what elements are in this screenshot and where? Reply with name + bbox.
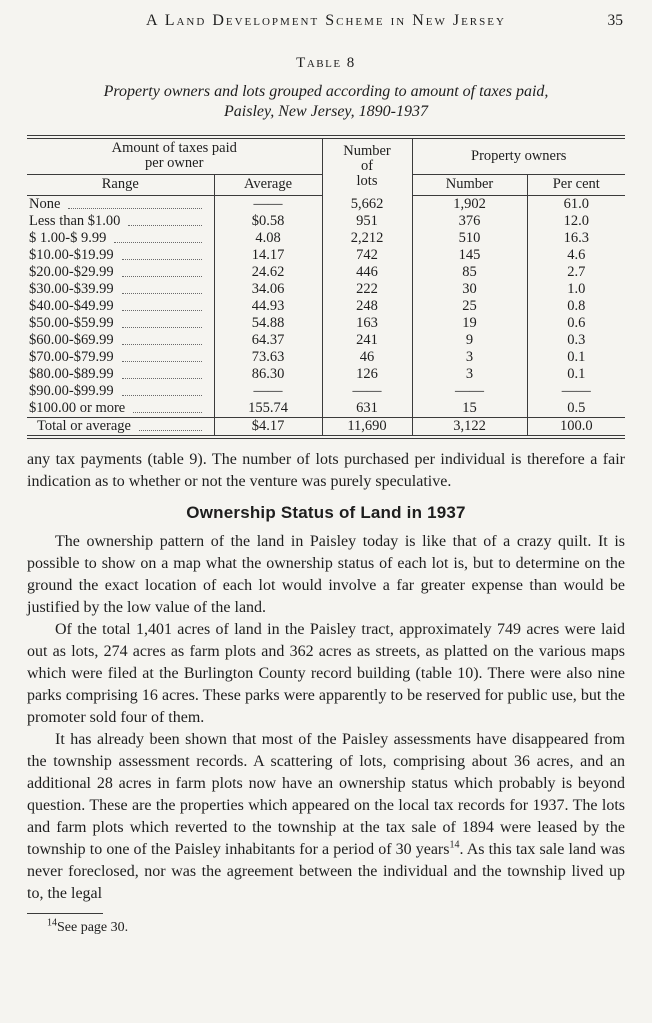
total-average-cell: $4.17 <box>214 418 322 438</box>
average-cell: 86.30 <box>214 366 322 383</box>
owners-number-cell: 25 <box>462 298 477 315</box>
dotted-leader <box>122 310 202 311</box>
dotted-leader <box>122 395 202 396</box>
owners-percent-cell: 0.1 <box>527 349 625 366</box>
owners-number-cell: —— <box>455 383 484 400</box>
owners-percent-cell: 4.6 <box>527 247 625 264</box>
owners-number-cell: 145 <box>458 247 481 264</box>
lots-cell: 2,212 <box>322 230 412 247</box>
range-cell <box>27 281 214 298</box>
table-row <box>27 196 625 214</box>
table-total-row <box>27 418 625 438</box>
owners-percent-cell: 0.6 <box>527 315 625 332</box>
owners-number-cell: 3 <box>465 349 474 366</box>
owners-percent-cell: 16.3 <box>527 230 625 247</box>
owners-number-cell: 1,902 <box>453 196 486 213</box>
average-cell: 73.63 <box>214 349 322 366</box>
owners-number-cell: 15 <box>462 400 477 417</box>
footnote <box>27 913 625 937</box>
header-group-taxes-line1: Amount of taxes paid <box>111 140 237 156</box>
header-owners-number: Number <box>412 175 527 196</box>
owners-percent-cell: —— <box>527 383 625 400</box>
average-cell: 14.17 <box>214 247 322 264</box>
paragraph-assessments-text: It has already been shown that most of the Paisley assessments have disappeared from the township assessment records. A scattering of lots, comprising about 36 acres, and an additional 28 acres in farm plots now have an ownership status which probably is beyond question. These are the properties which appeared on the local tax records for 1937. The lots and farm plots which reverted to the township at the tax sale of 1894 were leased by the township to one of the Paisley inhabitants for a period of 30 years <box>27 731 625 858</box>
dotted-leader <box>122 327 202 328</box>
table-caption-line2: Paisley, New Jersey, 1890-1937 <box>224 103 428 120</box>
dotted-leader <box>128 225 201 226</box>
header-lots-line2: of <box>360 158 374 175</box>
table-row <box>27 298 625 315</box>
owners-number-cell: 3 <box>465 366 474 383</box>
lots-cell: 5,662 <box>322 196 412 214</box>
owners-number-cell: 19 <box>462 315 477 332</box>
owners-percent-cell: 0.8 <box>527 298 625 315</box>
table-row <box>27 332 625 349</box>
dotted-leader <box>122 293 202 294</box>
range-cell <box>27 400 214 417</box>
footnote-marker: 14 <box>449 839 460 851</box>
lots-cell: 742 <box>322 247 412 264</box>
dotted-leader <box>122 259 202 260</box>
range-cell <box>27 366 214 383</box>
header-average: Average <box>214 175 322 196</box>
average-cell: 155.74 <box>214 400 322 418</box>
owners-number-cell: 9 <box>465 332 474 349</box>
range-label: $60.00-$69.99 <box>29 332 114 349</box>
table-row <box>27 213 625 230</box>
lots-cell: 163 <box>322 315 412 332</box>
table-row <box>27 230 625 247</box>
table-row <box>27 247 625 264</box>
table-header-group-row <box>27 137 625 175</box>
range-cell <box>27 315 214 332</box>
range-cell <box>27 247 214 264</box>
range-cell <box>27 418 214 435</box>
total-label: Total or average <box>37 418 131 435</box>
lots-cell: 241 <box>322 332 412 349</box>
range-cell <box>27 264 214 281</box>
owners-number-cell: 30 <box>462 281 477 298</box>
paragraph-assessments <box>27 729 625 905</box>
range-cell <box>27 213 214 230</box>
lots-cell: 248 <box>322 298 412 315</box>
dotted-leader <box>122 378 202 379</box>
body-text <box>27 449 625 905</box>
range-cell <box>27 349 214 366</box>
average-cell: —— <box>214 196 322 214</box>
header-group-owners: Property owners <box>412 137 625 175</box>
range-label: $90.00-$99.99 <box>29 383 114 400</box>
total-owners-percent-cell: 100.0 <box>527 418 625 438</box>
lots-cell: 46 <box>322 349 412 366</box>
header-group-taxes-line2: per owner <box>145 155 204 171</box>
header-owners-percent: Per cent <box>527 175 625 196</box>
range-label: Less than $1.00 <box>29 213 121 230</box>
range-label: $70.00-$79.99 <box>29 349 114 366</box>
total-lots-cell: 11,690 <box>322 418 412 438</box>
footnote-rule <box>27 913 103 914</box>
range-label: $80.00-$89.99 <box>29 366 114 383</box>
owners-percent-cell: 0.1 <box>527 366 625 383</box>
running-head <box>27 12 625 30</box>
average-cell: 34.06 <box>214 281 322 298</box>
table-title: Table 8 <box>296 55 356 71</box>
dotted-leader <box>68 208 201 209</box>
range-cell <box>27 196 214 213</box>
average-cell: $0.58 <box>214 213 322 230</box>
range-label: $ 1.00-$ 9.99 <box>29 230 107 247</box>
table-row <box>27 349 625 366</box>
paragraph-continuation: any tax payments (table 9). The number of lots purchased per individual is therefore a fair indication as to whether or not the venture was purely speculative. <box>27 451 625 490</box>
running-head-title: A Land Development Scheme in New Jersey <box>146 12 506 29</box>
footnote-number: 14 <box>47 917 57 929</box>
paragraph-acreage: Of the total 1,401 acres of land in the Paisley tract, approximately 749 acres were laid out as lots, 274 acres as farm plots and 362 acres as streets, as platted on the various maps which were filed at the Burlington County record building (table 10). There were also nine parks comprising 16 acres. These parks were apparently to be reserved for public use, but the promoter sold four of them. <box>27 621 625 726</box>
range-label: $10.00-$19.99 <box>29 247 114 264</box>
owners-percent-cell: 0.3 <box>527 332 625 349</box>
range-cell <box>27 230 214 247</box>
owners-number-cell: 376 <box>458 213 481 230</box>
table-row <box>27 366 625 383</box>
lots-cell: 222 <box>322 281 412 298</box>
average-cell: 24.62 <box>214 264 322 281</box>
owners-number-cell: 85 <box>462 264 477 281</box>
owners-number-cell: 510 <box>458 230 481 247</box>
table-row <box>27 281 625 298</box>
average-cell: —— <box>214 383 322 400</box>
dotted-leader <box>114 242 201 243</box>
table-row <box>27 315 625 332</box>
dotted-leader <box>122 276 202 277</box>
header-range: Range <box>27 175 214 196</box>
section-heading: Ownership Status of Land in 1937 <box>186 503 466 522</box>
owners-percent-cell: 12.0 <box>527 213 625 230</box>
average-cell: 64.37 <box>214 332 322 349</box>
footnote-body: See page 30. <box>57 920 129 935</box>
total-owners-number-cell: 3,122 <box>412 418 527 438</box>
range-label: None <box>29 196 61 213</box>
dotted-leader <box>139 430 202 431</box>
owners-percent-cell: 2.7 <box>527 264 625 281</box>
lots-cell: 631 <box>322 400 412 418</box>
table-row <box>27 400 625 418</box>
table-caption-line1: Property owners and lots grouped according to amount of taxes paid, <box>103 83 549 100</box>
table-row <box>27 383 625 400</box>
header-lots-line1: Number <box>343 143 391 160</box>
header-number-of-lots <box>322 137 412 196</box>
owners-percent-cell: 1.0 <box>527 281 625 298</box>
range-label: $100.00 or more <box>29 400 126 417</box>
page-number: 35 <box>607 12 623 29</box>
paragraph-ownership-pattern: The ownership pattern of the land in Paisley today is like that of a crazy quilt. It is possible to show on a map what the ownership status of each lot is, but to determine on the ground the exact location of each lot would involve a far greater expense than would be justified by the low value of the land. <box>27 533 625 616</box>
lots-cell: 951 <box>322 213 412 230</box>
header-group-taxes <box>27 137 322 175</box>
dotted-leader <box>122 344 202 345</box>
paragraph-assessments-text-cont: . As this tax sale land was never foreclosed, nor was the agreement between the individual and the township lived up to, the legal <box>27 841 625 902</box>
average-cell: 54.88 <box>214 315 322 332</box>
lots-cell: —— <box>322 383 412 400</box>
range-label: $20.00-$29.99 <box>29 264 114 281</box>
average-cell: 4.08 <box>214 230 322 247</box>
range-label: $50.00-$59.99 <box>29 315 114 332</box>
range-label: $30.00-$39.99 <box>29 281 114 298</box>
range-cell <box>27 383 214 400</box>
average-cell: 44.93 <box>214 298 322 315</box>
lots-cell: 126 <box>322 366 412 383</box>
table-row <box>27 264 625 281</box>
owners-percent-cell: 61.0 <box>527 196 625 214</box>
owners-percent-cell: 0.5 <box>527 400 625 418</box>
footnote-text <box>27 919 625 937</box>
range-cell <box>27 298 214 315</box>
lots-cell: 446 <box>322 264 412 281</box>
range-cell <box>27 332 214 349</box>
header-lots-line3: lots <box>356 173 378 190</box>
data-table <box>27 135 625 439</box>
dotted-leader <box>133 412 201 413</box>
range-label: $40.00-$49.99 <box>29 298 114 315</box>
dotted-leader <box>122 361 202 362</box>
table-caption <box>27 82 625 122</box>
